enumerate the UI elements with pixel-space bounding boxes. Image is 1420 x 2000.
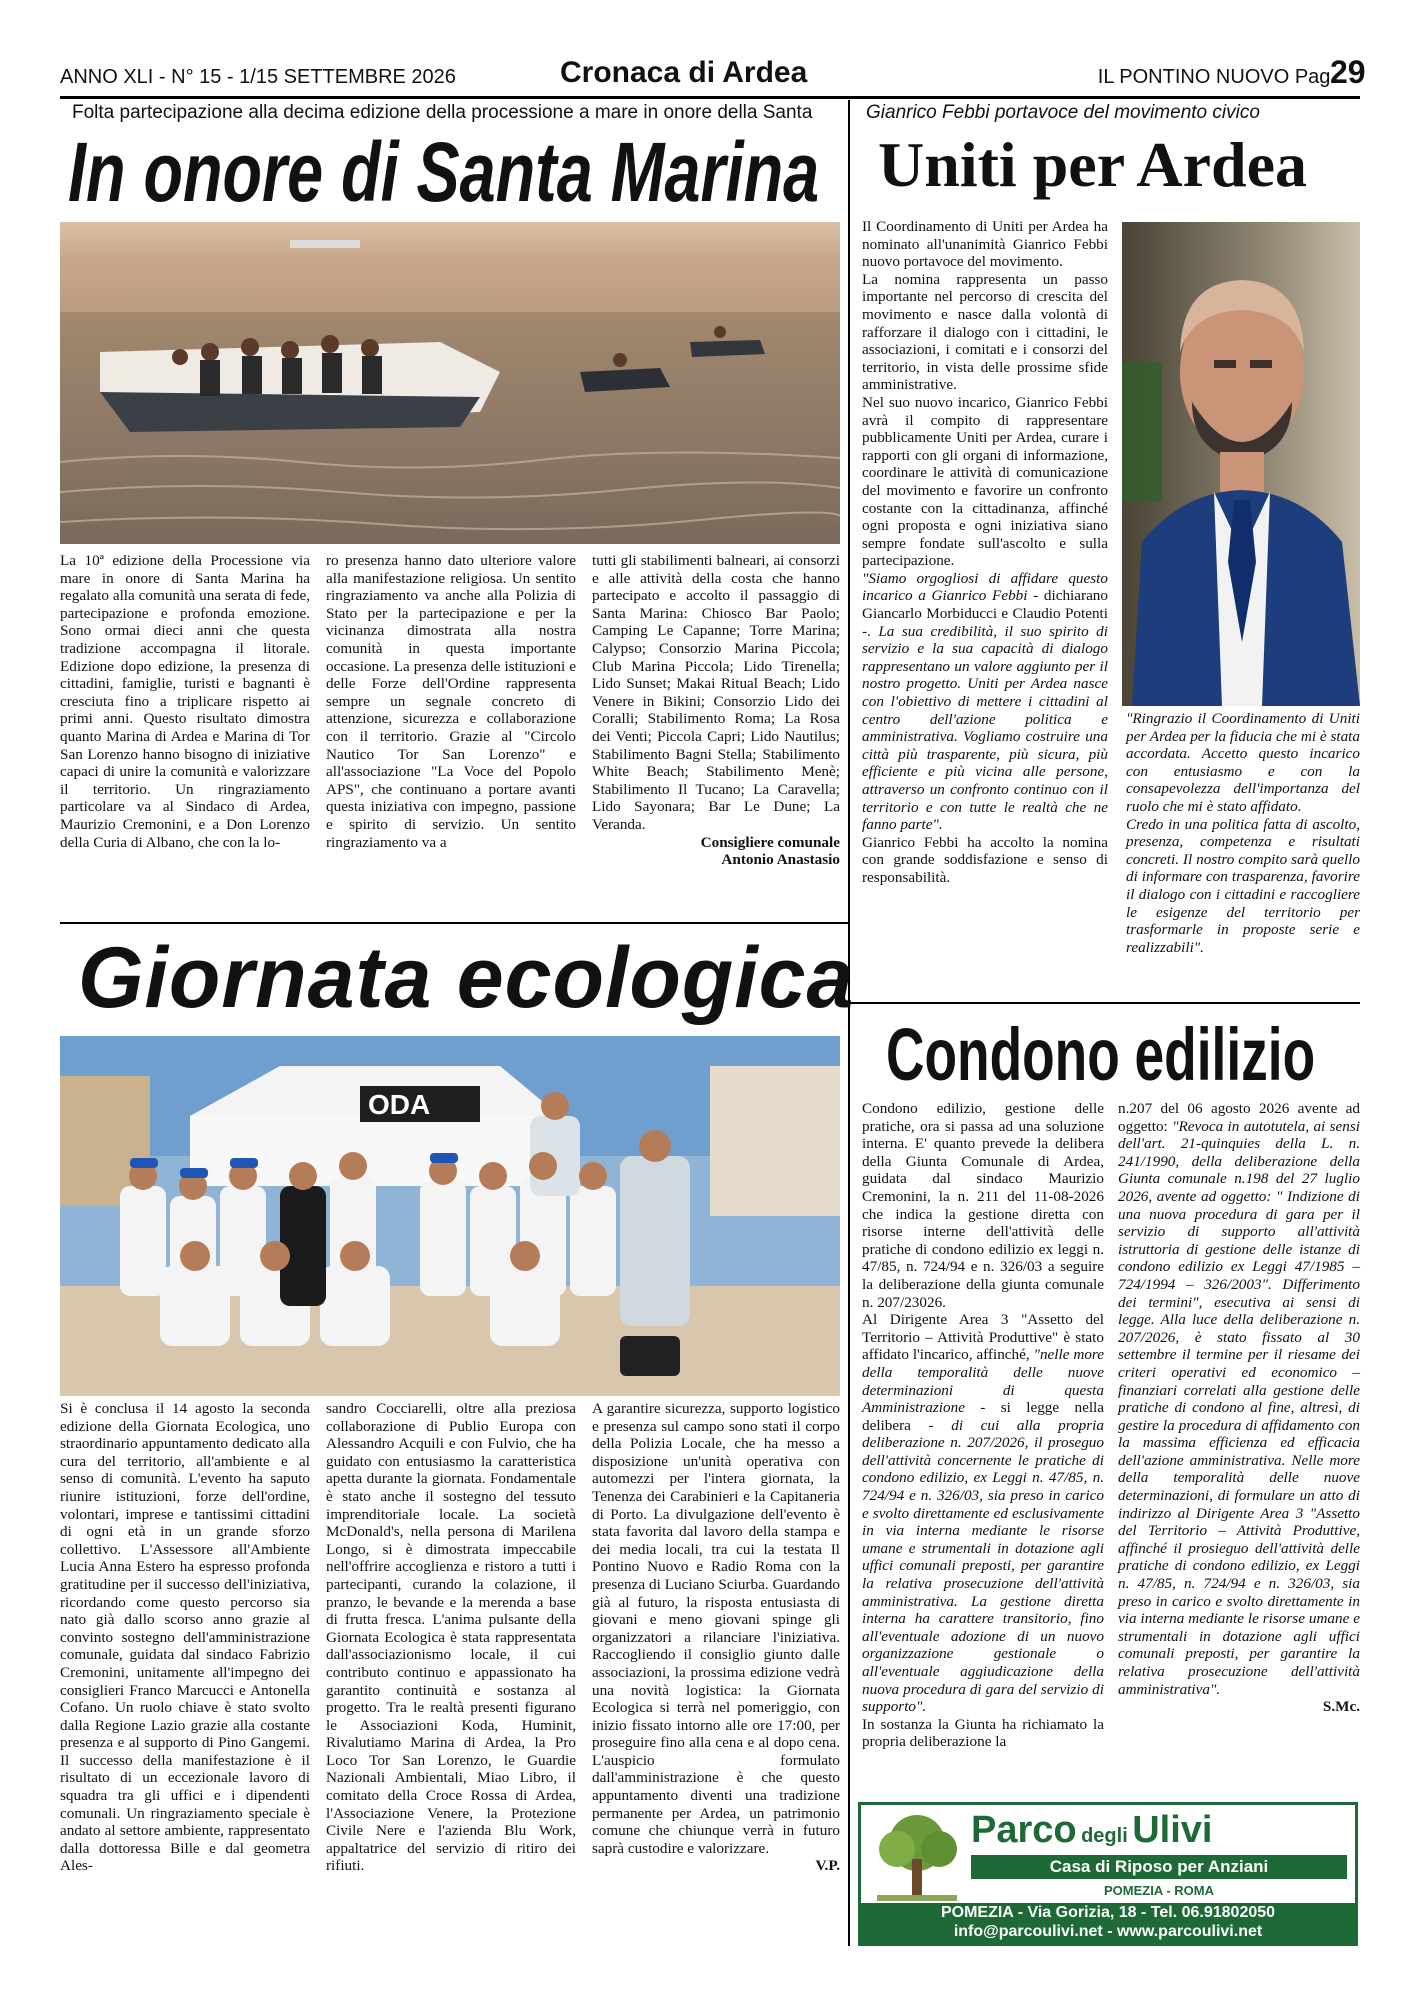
horizontal-divider-left <box>60 922 848 924</box>
ad-parco-ulivi[interactable] <box>858 1802 1358 1946</box>
article2-kicker: Gianrico Febbi portavoce del movimento civico <box>866 102 1260 123</box>
article3-col2-text: sandro Cocciarelli, oltre alla preziosa collaborazione di Publio Europa con Alessandro Acquili e con Fulvio, che ha guidato con entusiasmo la caratteristica apetta durante la giornata. Fondamentale è stato anche il sostegno del tessuto imprenditoriale locale. La società McDonald's, nella persona di Marilena Longo, si è dimostrata impeccabile nell'offrire accoglienza e ristoro a tutti i partecipanti, curando la colazione, il pranzo, le bevande e la merenda a base di frutta fresca. L'anima pulsante della Giornata Ecologica è stata rappresentata dall'associazionismo locale, il cui contributo continuo e appassionato ha garantito continuità e sostanza al progetto. Tra le realtà presenti figurano le Associazioni Koda, Huminit, Rivalutiamo Marina di Ardea, la Pro Loco Tor San Lorenzo, le Guardie Nazionali Ambientali, Miao Libro, il comitato della Croce Rossa di Ardea, l'Associazione Venere, la Protezione Civile Nere e l'azienda Blu Work, appaltatrice del servizio di ritiro dei rifiuti. <box>326 1400 576 1875</box>
article2-p4-quote-b: La sua credibilità, il suo spirito di servizio e la sua capacità di dialogo rappresentano un valore aggiunto per il nostro progetto. Uniti per Ardea nasce con l'obiettivo di mettere i cittadini al centro dell'azione politica e amministrativa. Vogliamo costruire una città più trasparente, più sicura, più efficiente e più vicina alle persone, attraverso un confronto continuo con il territorio e con tutte le realtà che ne fanno parte". <box>862 622 1108 834</box>
article4-c1c: "nelle more della temporalità delle nuove determinazioni di questa Amministrazione <box>862 1346 1104 1417</box>
article4-c1d: - si legge nella delibera - <box>862 1399 1104 1434</box>
article2-p2: La nomina rappresenta un passo importante nel percorso di crescita del movimento e nasce dalla volontà di rafforzare il dialogo con i cittadini, le associazioni, i comitati e i consorzi del territorio, in vista delle prossime sfide amministrative. <box>862 270 1108 394</box>
article4-col2 <box>1118 1100 1360 1716</box>
header-rule <box>60 96 1360 99</box>
banner-text: ODA <box>368 1089 431 1120</box>
article1-signature-role: Consigliere comunale <box>700 833 840 851</box>
article4-signature: S.Mc. <box>1322 1698 1360 1716</box>
horizontal-divider-right <box>850 1002 1360 1004</box>
article4-c1-second <box>862 1311 1104 1716</box>
article4-c1f: In sostanza la Giunta ha richiamato la propria deliberazione la <box>862 1715 1104 1751</box>
article2-quote2: Credo in una politica fatta di ascolto, presenza, competenza e risultati concreti. Il nostro compito sarà quello di informare con trasparenza, favorire il dialogo con i cittadini e raccogliere le esigenze del territorio per trasformarle in proposte serie e realizzabili". <box>1126 815 1360 956</box>
vertical-divider-bottom <box>848 1004 850 1946</box>
article1-title: In onore di Santa Marina <box>68 125 820 219</box>
article4-c2a: n.207 del 06 agosto 2026 avente ad oggetto: <box>1118 1100 1360 1135</box>
article3-col2 <box>326 1400 576 1875</box>
article3-col3 <box>592 1400 840 1875</box>
boats-photo <box>60 222 840 544</box>
vertical-divider-top <box>848 100 850 1002</box>
ad-brand <box>971 1809 1212 1852</box>
article3-signature: V.P. <box>815 1857 840 1875</box>
article1-kicker: Folta partecipazione alla decima edizione della processione a mare in onore della Santa <box>72 102 813 123</box>
ad-tagline: Casa di Riposo per Anziani <box>971 1855 1347 1879</box>
article2-p4-speakers: - dichiarano Giancarlo Morbiducci e Claudio Potenti -. <box>862 587 1108 640</box>
article4-c1a: Condono edilizio, gestione delle pratiche, ora si passa ad una soluzione interna. E' quanto prevede la delibera della Giunta Comunale di Ardea, guidata dal sindaco Maurizio Cremonini, la n. 211 del 11-08-2026 che indica la gestione diretta con risorse interne dell'attività delle pratiche di condono edilizio ex leggi n. 47/85, n. 724/94 e n. 326/03 a seguire la deliberazione della giunta comunale n. 207/23026. <box>862 1100 1104 1311</box>
article2-p4-quote-a: "Siamo orgogliosi di affidare questo incarico a Gianrico Febbi <box>862 569 1108 605</box>
article2-p3: Nel suo nuovo incarico, Gianrico Febbi avrà il compito di rappresentare pubblicamente Uniti per Ardea, curare i rapporti con gli organi di informazione, coordinare le attività di comunicazione del movimento e favorire un confronto costante con la cittadinanza, affinché ogni proposta e ogni iniziativa siano sempre fondate sull'ascolto e sulla partecipazione. <box>862 393 1108 570</box>
article4-c2b: "Revoca in autotutela, ai sensi dell'art. 21-quinquies della L. n. 241/1990, della deliberazione della Giunta comunale n.198 del 27 luglio 2026, avente ad oggetto: " Indizione di una nuova procedura di gara per il servizio di supporto all'attività istruttoria di gestione delle istanze di condono edilizio ex Leggi 47/1985 – 724/1994 – 326/2003". Differimento dei termini", esecutiva ai sensi di legge. Alla luce della deliberazione n. 207/2026, è stato fissato al 30 settembre il termine per il riesame dei criteri operativi ed economico – finanziari correlati alla gestione delle pratiche di condono al fine, altresì, di gestire la procedura di affidamento con la massima efficienza ed efficacia dell'azione amministrativa. Nelle more della temporalità delle nuove determinazioni, di formulare un atto di indirizzo al Dirigente Area 3 "Assetto del Territorio – Attività Produttive, affinché il prosieguo dell'attività delle pratiche di condono edilizio, ex Leggi n. 47/85, n. 724/94 e n. 326/03, sia preso in carico e svolto direttamente in via interna mediante le risorse umane e strumentali in dotazione agli uffici comunali preposti, per garantire la relativa prosecuzione dell'attività amministrativa". <box>1118 1117 1361 1698</box>
article1-col1-text: La 10ª edizione della Processione via mare in onore di Santa Marina ha regalato alla comunità una serata di fede, partecipazione e profonda emozione. Sono ormai dieci anni che questa tradizione accompagna il litorale. Edizione dopo edizione, la presenza di cittadini, famiglie, turisti e bagnanti è cresciuta fino a triplicare rispetto ai primi anni. Questo risultato dimostra quanto Marina di Ardea e Marina di Tor San Lorenzo hanno bisogno di iniziative capaci di unire la comunità e valorizzare il territorio. Un ringraziamento particolare va al Sindaco di Ardea, Maurizio Cremonini, e a Don Lorenzo della Curia di Albano, che con la lo- <box>60 552 310 851</box>
olive-tree-image <box>867 1811 967 1903</box>
section-title: Cronaca di Ardea <box>560 56 808 89</box>
article2-p5: Gianrico Febbi ha accolto la nomina con grande soddisfazione e senso di responsabilità. <box>862 833 1108 886</box>
article4-title: Condono edilizio <box>886 1013 1316 1096</box>
portrait-image <box>1122 222 1360 706</box>
portrait-photo <box>1122 222 1360 706</box>
article3-col1-text: Si è conclusa il 14 agosto la seconda edizione della Giornata Ecologica, uno straordinario appuntamento dedicato alla cura del territorio, all'ambiente e al senso di comunità. L'evento ha saputo riunire istituzioni, forze dell'ordine, volontari, imprese e tantissimi cittadini di ogni età in un grande sforzo collettivo. L'Assessore all'Ambiente Lucia Anna Estero ha espresso profonda gratitudine per il successo dell'iniziativa, ricordando come questo percorso sia nato già dallo scorso anno grazie al convinto sostegno dell'amministrazione comunale, guidata dal sindaco Fabrizio Cremonini, unitamente all'impegno dei consiglieri Franco Marcucci e Antonella Cofano. Un ruolo chiave è stato svolto dalla Regione Lazio grazie alla costante presenza e al supporto di Pino Gangemi. Il successo della manifestazione è il risultato di un eccezionale lavoro di squadra tra gli uffici e i dipendenti comunali. Un ringraziamento speciale è andato al settore ambiente, rappresentato dalla dottoressa Bille e dal geometra Ales- <box>60 1400 310 1875</box>
article2-text-col <box>862 218 1108 887</box>
article1-signature-name: Antonio Anastasio <box>721 851 840 869</box>
article1-col2 <box>326 552 576 851</box>
article3-title: Giornata ecologica <box>78 930 855 1026</box>
ad-city: POMEZIA - ROMA <box>1103 1883 1214 1898</box>
article1-col2-text: ro presenza hanno dato ulteriore valore alla manifestazione religiosa. Un sentito ringraziamento va anche alla Polizia di Stato per la partecipazione e per la vicinanza dimostrata alla nostra comunità in questa importante occasione. La presenza delle istituzioni e delle Forze dell'Ordine rappresenta sempre un segnale concreto di attenzione, sicurezza e collaborazione con il territorio. Grazie al "Circolo Nautico Tor San Lorenzo" e all'associazione "La Voce del Popolo APS", che continuano a portare avanti questa iniziativa con impegno, passione e spirito di servizio. Un sentito ringraziamento va a <box>326 552 576 851</box>
article3-col1 <box>60 1400 310 1875</box>
article2-quote-box <box>1126 710 1360 956</box>
article2-title: Uniti per Ardea <box>878 129 1308 200</box>
page-label: Pag. <box>1294 66 1336 88</box>
article1-col3-text: tutti gli stabilimenti balneari, ai consorzi e alle attività della costa che hanno partecipato e accolto il passaggio di Santa Marina: Chiosco Bar Paolo; Camping Le Capanne; Torre Marina; Calypso; Consorzio Marina Piccola; Club Marina Piccola; Lido Tirenella; Lido Sunset; Makai Ritual Beach; Lido Venere in Bikini; Consorzio Lido dei Coralli; Stabilimento Roma; La Rosa dei Venti; Piccola Capri; Lido Nautilus; Stabilimento Bagni Stella; Stabilimento White Beach; Stabilimento Menè; Stabilimento Il Tucano; La Caravella; Lido Sayonara; Bar Le Dune; La Veranda. <box>592 552 840 833</box>
issue-info: ANNO XLI - N° 15 - 1/15 SETTEMBRE 2026 <box>60 66 456 88</box>
article2-p4 <box>862 570 1108 834</box>
olive-tree-icon <box>867 1811 967 1903</box>
article2-quote1: "Ringrazio il Coordinamento di Uniti per Ardea per la fiducia che mi è stata accordata. Accetto questo incarico con entusiasmo e con la consapevolezza dell'importanza del ruolo che mi è stato affidato. <box>1126 710 1360 815</box>
article4-col1 <box>862 1100 1104 1751</box>
paper-title: IL PONTINO NUOVO <box>1097 66 1290 88</box>
article4-c1e: di cui alla propria deliberazione n. 207/2026, il proseguo dell'attività concernente le pratiche di condono edilizio, ex Leggi n. 47/85, n. 724/94 e n. 326/03, sia preso in carico e svolto direttamente ed esclusivamente in via interna mediante le risorse umane e strumentali in dotazione agli uffici comunali preposti, per garantire la relativa prosecuzione dell'attività amministrativa. La gestione diretta interna ha carattere transitorio, fino all'eventuale adozione di un nuovo organizzazione gestionale o all'eventuale aggiudicazione della nuova procedura di gara del servizio di supporto". <box>862 1416 1104 1716</box>
ad-contact-strip <box>861 1903 1355 1943</box>
ad-brand-degli: degli <box>1081 1825 1128 1847</box>
article4-c1b: Al Dirigente Area 3 "Assetto del Territorio – Attività Produttive" è stato affidato l'incarico, affinché, <box>862 1311 1104 1364</box>
ad-brand-parco: Parco <box>971 1809 1077 1851</box>
article2-p1: Il Coordinamento di Uniti per Ardea ha nominato all'unanimità Gianrico Febbi nuovo portavoce del movimento. <box>862 218 1108 271</box>
ad-brand-ulivi: Ulivi <box>1132 1809 1213 1851</box>
ad-address: POMEZIA - Via Gorizia, 18 - Tel. 06.91802050 <box>940 1904 1276 1921</box>
group-photo <box>60 1036 840 1396</box>
boats-photo-image <box>60 222 840 544</box>
article4-c2 <box>1118 1100 1360 1698</box>
paper-name <box>1098 66 1336 89</box>
ad-web[interactable]: info@parcoulivi.net - www.parcoulivi.net <box>953 1923 1263 1940</box>
article3-col3-text: A garantire sicurezza, supporto logistico e presenza sul campo sono stati il corpo della Polizia Locale, che ha messo a disposizione un'unità operativa con automezzi per l'intera giornata, la Tenenza dei Carabinieri e la Capitaneria di Porto. La divulgazione dell'evento è stata favorita dal lavoro della stampa e dei media locali, tra cui la testata Il Pontino Nuovo e Radio Roma con la presenza di Luciano Sciurba. Guardando già al futuro, la risposta entusiasta di giovani e meno giovani spinge gli organizzatori a rilanciare l'iniziativa. Raccogliendo il consiglio giunto dalle associazioni, la prossima edizione vedrà una novità logistica: la Giornata Ecologica si terrà nel pomeriggio, con inizio fissato intorno alle ore 17:00, per proseguire fino alla cena e al dopo cena. L'auspicio formulato dall'amministrazione è che questo appuntamento diventi una tradizione permanente per Ardea, un patrimonio comune che chiunque verrà in futuro saprà custodire e valorizzare. <box>592 1400 840 1857</box>
article1-col3 <box>592 552 840 869</box>
group-photo-image <box>60 1036 840 1396</box>
article1-col1 <box>60 552 310 851</box>
page-number: 29 <box>1330 54 1366 90</box>
